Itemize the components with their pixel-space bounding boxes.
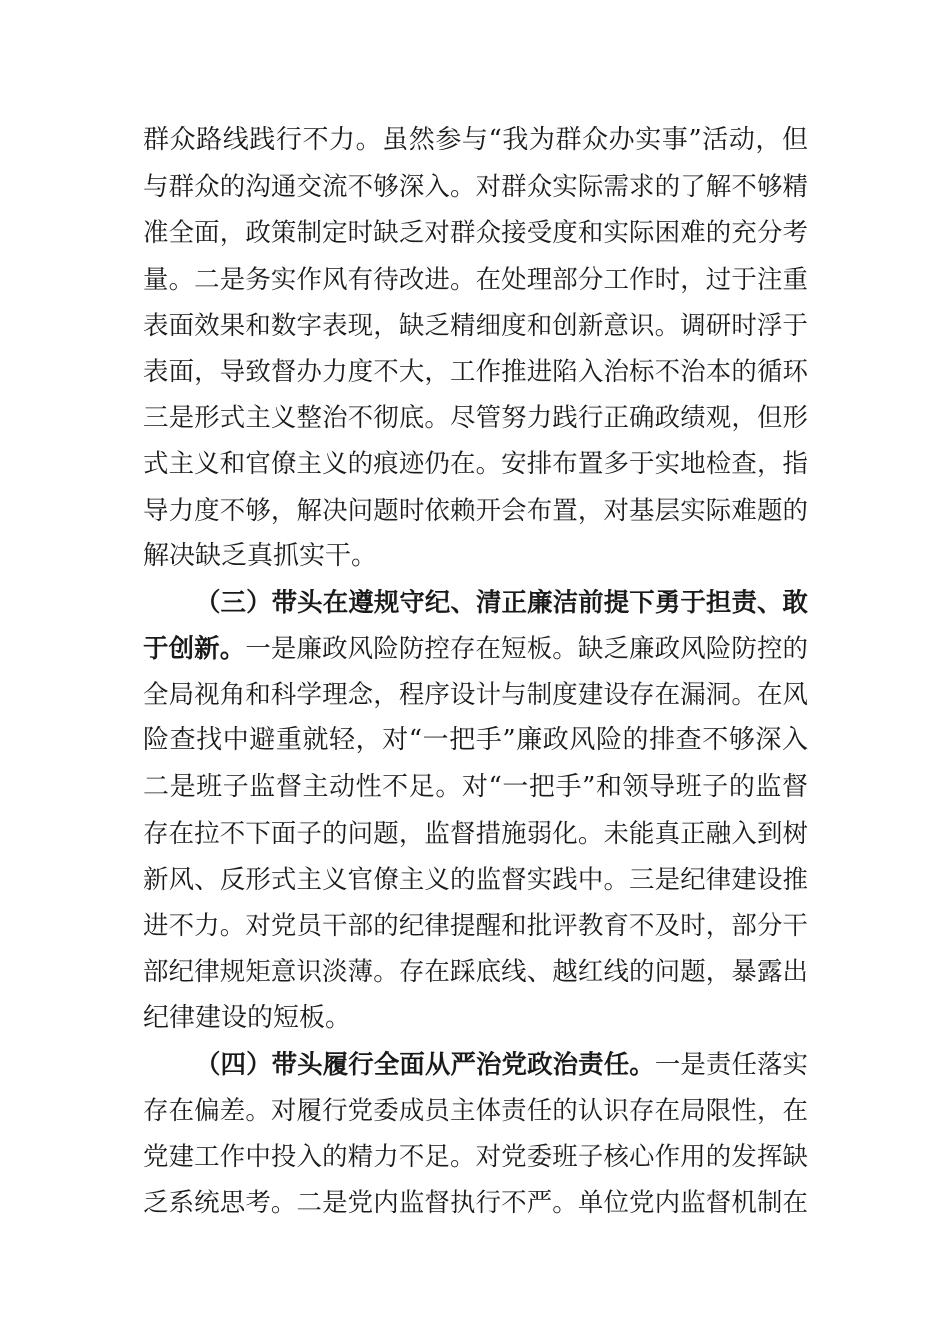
body-text-run: 三是形式主义整治不彻底。尽管努力践行正确政绩观，但形: [143, 402, 808, 433]
body-text-run: 表面，导致督办力度不大，工作推进陷入治标不治本的循环: [143, 355, 808, 386]
body-text-run: 部纪律规矩意识淡薄。存在踩底线、越红线的问题，暴露出: [143, 956, 808, 987]
text-line: [143, 1179, 808, 1225]
text-line: [143, 1087, 808, 1133]
text-line: [143, 625, 808, 671]
text-line: [143, 394, 808, 440]
body-text-run: 新风、反形式主义官僚主义的监督实践中。三是纪律建设推: [143, 864, 808, 894]
text-line: [143, 764, 808, 810]
paragraph-heading-line: [143, 1041, 808, 1087]
body-text-run: 群众路线践行不力。虽然参与“我为群众办实事”活动，但: [143, 125, 808, 155]
body-text-run: 二是班子监督主动性不足。对“一把手”和领导班子的监督: [143, 771, 808, 802]
body-text-run: 纪律建设的短板。: [143, 1002, 352, 1033]
body-text-run: 与群众的沟通交流不够深入。对群众实际需求的了解不够精: [143, 171, 808, 202]
text-line: [143, 302, 808, 348]
text-line: [143, 163, 808, 209]
paragraph-heading-line: [143, 579, 808, 625]
text-line: [143, 856, 808, 902]
heading-text: （四）带头履行全面从严治党政治责任。: [195, 1048, 655, 1079]
text-line: [143, 902, 808, 948]
body-text-run: 进不力。对党员干部的纪律提醒和批评教育不及时，部分干: [143, 910, 808, 941]
text-line: [143, 117, 808, 163]
text-line: [143, 948, 808, 994]
text-line: [143, 440, 808, 486]
body-text-run: 险查找中避重就轻，对“一把手”廉政风险的排查不够深入: [143, 725, 808, 756]
text-line: [143, 209, 808, 255]
body-text-run: 准全面，政策制定时缺乏对群众接受度和实际困难的充分考: [143, 217, 808, 248]
text-line: [143, 533, 808, 579]
body-text-run: 解决缺乏真抓实干。: [143, 540, 378, 571]
heading-text: 于创新。: [143, 633, 246, 664]
body-text: [143, 117, 808, 1226]
body-text-run: 量。二是务实作风有待改进。在处理部分工作时，过于注重: [143, 263, 808, 294]
text-line: [143, 810, 808, 856]
text-line: [143, 1133, 808, 1179]
text-line: [143, 671, 808, 717]
text-line: [143, 717, 808, 763]
text-line: [143, 348, 808, 394]
body-text-run: 一是廉政风险防控存在短板。缺乏廉政风险防控的: [245, 633, 808, 664]
text-line: [143, 487, 808, 533]
body-text-run: 存在偏差。对履行党委成员主体责任的认识存在局限性，在: [143, 1094, 808, 1125]
body-text-run: 乏系统思考。二是党内监督执行不严。单位党内监督机制在: [143, 1187, 808, 1218]
body-text-run: 一是责任落实: [654, 1048, 808, 1079]
heading-text: （三）带头在遵规守纪、清正廉洁前提下勇于担责、敢: [195, 586, 808, 617]
body-text-run: 导力度不够，解决问题时依赖开会布置，对基层实际难题的: [143, 494, 808, 525]
text-line: [143, 995, 808, 1041]
body-text-run: 全局视角和科学理念，程序设计与制度建设存在漏洞。在风: [143, 679, 808, 710]
body-text-run: 式主义和官僚主义的痕迹仍在。安排布置多于实地检查，指: [143, 448, 808, 479]
body-text-run: 党建工作中投入的精力不足。对党委班子核心作用的发挥缺: [143, 1141, 808, 1172]
text-line: [143, 256, 808, 302]
body-text-run: 表面效果和数字表现，缺乏精细度和创新意识。调研时浮于: [143, 309, 808, 340]
body-text-run: 存在拉不下面子的问题，监督措施弱化。未能真正融入到树: [143, 817, 808, 848]
